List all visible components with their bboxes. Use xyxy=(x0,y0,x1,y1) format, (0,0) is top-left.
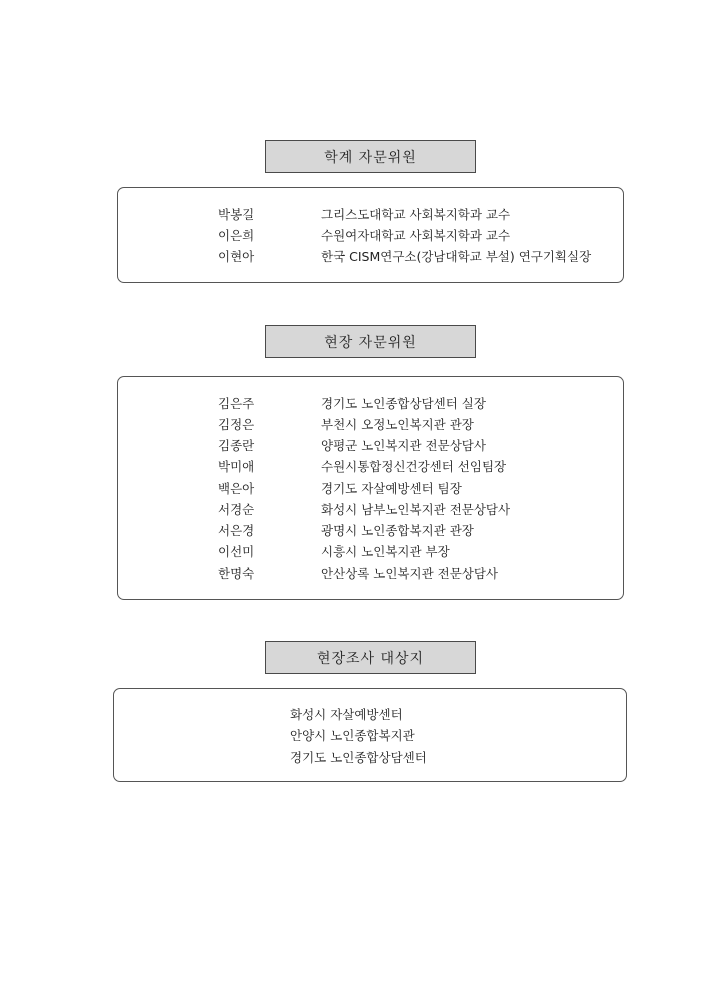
field-advisors-title: 현장 자문위원 xyxy=(324,334,417,351)
member-name: 박미애 xyxy=(218,459,255,474)
survey-site-item: 화성시 자살예방센터 xyxy=(290,707,403,722)
member-affiliation: 안산상록 노인복지관 전문상담사 xyxy=(321,566,498,581)
academic-advisors-title: 학계 자문위원 xyxy=(324,149,417,166)
survey-site-item: 경기도 노인종합상담센터 xyxy=(290,750,427,765)
member-name: 이현아 xyxy=(218,249,255,264)
member-name: 서은경 xyxy=(218,523,255,538)
member-affiliation: 경기도 자살예방센터 팀장 xyxy=(321,481,462,496)
member-affiliation: 광명시 노인종합복지관 관장 xyxy=(321,523,474,538)
member-affiliation: 양평군 노인복지관 전문상담사 xyxy=(321,438,486,453)
member-name: 김정은 xyxy=(218,417,255,432)
member-name: 이은희 xyxy=(218,228,255,243)
member-name: 김은주 xyxy=(218,396,255,411)
member-affiliation: 경기도 노인종합상담센터 실장 xyxy=(321,396,486,411)
field-survey-sites-panel xyxy=(113,688,627,782)
member-name: 박봉길 xyxy=(218,207,255,222)
member-name: 김종란 xyxy=(218,438,255,453)
field-advisors-panel xyxy=(117,376,624,600)
member-affiliation: 부천시 오정노인복지관 관장 xyxy=(321,417,474,432)
member-affiliation: 그리스도대학교 사회복지학과 교수 xyxy=(321,207,511,222)
academic-advisors-panel xyxy=(117,187,624,283)
field-advisors-heading xyxy=(265,325,476,358)
member-name: 이선미 xyxy=(218,544,255,559)
member-affiliation: 시흥시 노인복지관 부장 xyxy=(321,544,450,559)
field-survey-sites-title: 현장조사 대상지 xyxy=(316,650,425,667)
member-affiliation: 한국 CISM연구소(강남대학교 부설) 연구기획실장 xyxy=(321,249,592,264)
member-affiliation: 수원시통합정신건강센터 선임팀장 xyxy=(321,459,507,474)
academic-advisors-heading xyxy=(265,140,476,173)
member-name: 한명숙 xyxy=(218,566,255,581)
member-affiliation: 수원여자대학교 사회복지학과 교수 xyxy=(321,228,511,243)
field-survey-sites-heading xyxy=(265,641,476,674)
member-name: 백은아 xyxy=(218,481,255,496)
member-affiliation: 화성시 남부노인복지관 전문상담사 xyxy=(321,502,511,517)
member-name: 서경순 xyxy=(218,502,255,517)
survey-site-item: 안양시 노인종합복지관 xyxy=(290,728,415,743)
